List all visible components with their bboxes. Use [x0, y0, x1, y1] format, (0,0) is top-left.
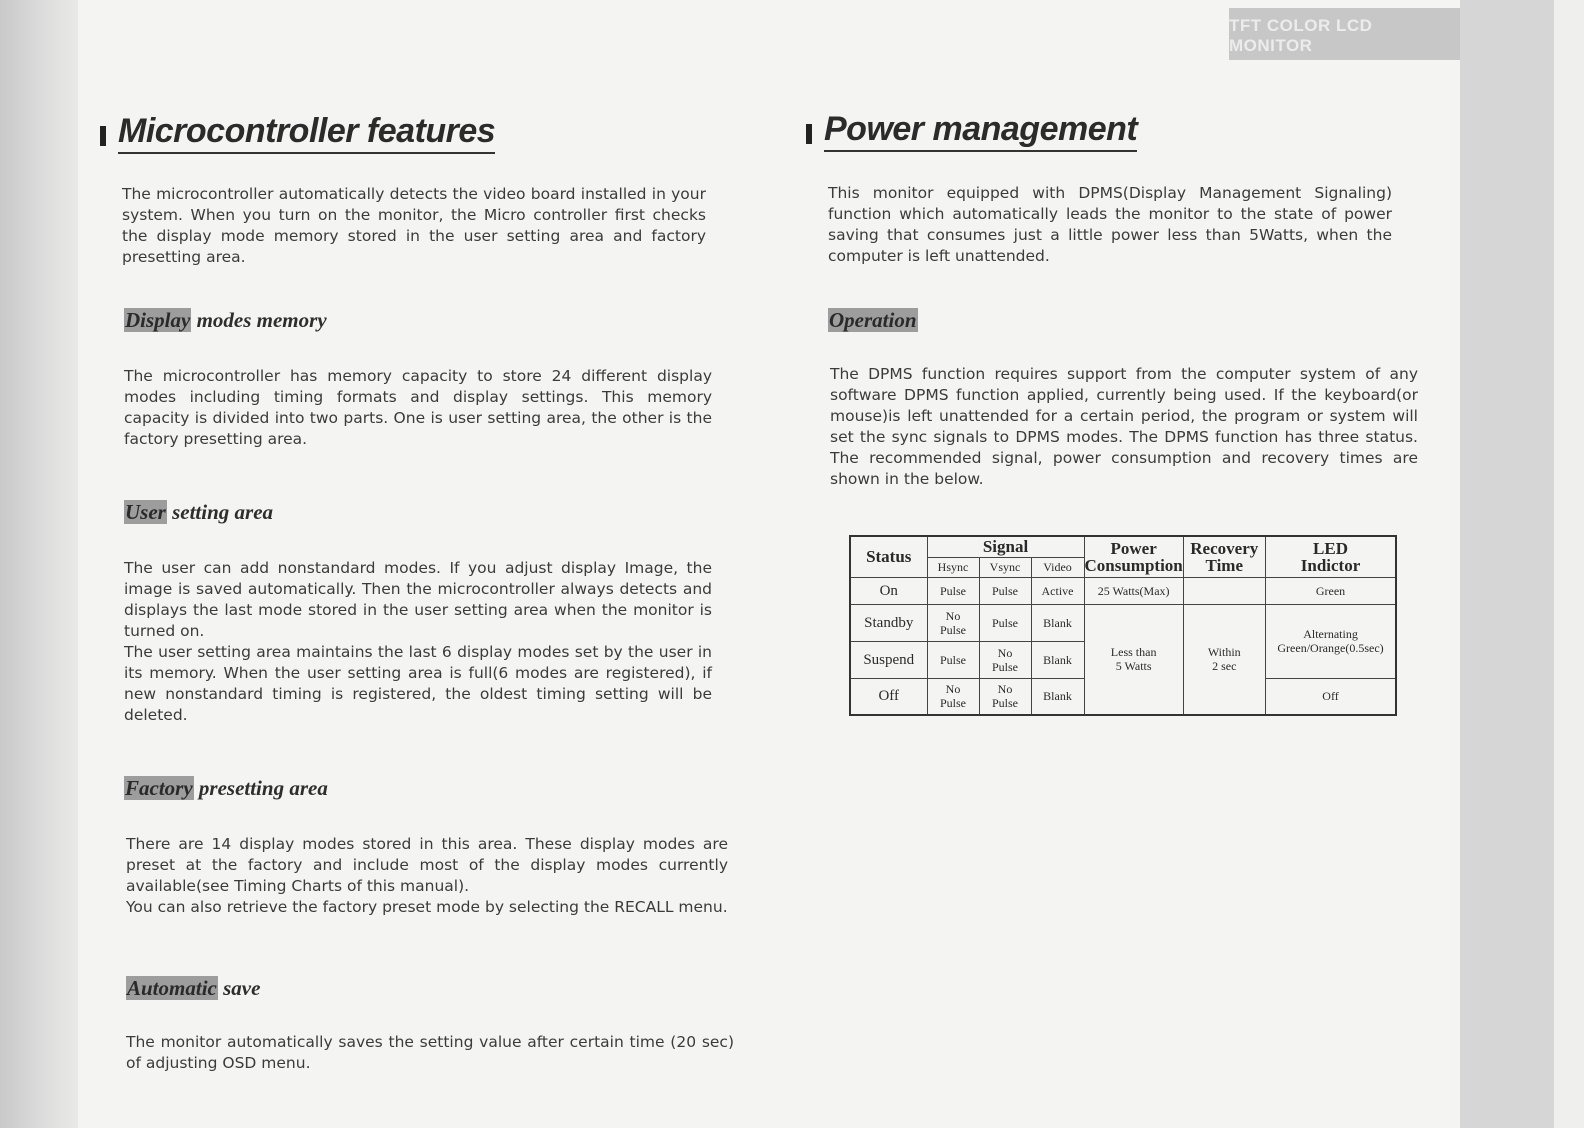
header-led-line1: LED — [1313, 538, 1348, 558]
row-off-vsync — [979, 678, 1031, 715]
page-edge-right-outer — [1554, 0, 1584, 1128]
power-saving-cell — [1084, 604, 1183, 715]
header-signal: Signal — [927, 536, 1084, 557]
header-recovery-line1: Recovery — [1190, 538, 1259, 558]
row-suspend-vsync-line1: No — [997, 645, 1013, 660]
recovery-cell — [1183, 604, 1265, 715]
right-intro: This monitor equipped with DPMS(Display Management Signaling) function which automatically leads the monitor to the state of power saving that consumes just a little power less than 5Watts, when the computer is left unattended. — [828, 184, 1392, 265]
row-suspend-vsync — [979, 641, 1031, 678]
operation-heading-hl: Operation — [829, 308, 917, 332]
page-edge-left — [0, 0, 78, 1128]
row-standby-hsync — [927, 604, 979, 641]
recovery-line1: Within — [1207, 645, 1241, 660]
recovery-line2: 2 sec — [1212, 659, 1237, 674]
factory-heading-hl: Factory — [125, 776, 193, 800]
left-intro: The microcontroller automatically detects the video board installed in your system. When you turn on the monitor, the Micro controller first checks the display mode memory stored in the user setting area and factory presetting area. — [122, 185, 706, 266]
header-tab-label: TFT COLOR LCD MONITOR — [1229, 16, 1373, 55]
autosave-body: The monitor automatically saves the setting value after certain time (20 sec) of adjusting OSD menu. — [126, 1033, 734, 1072]
row-standby-video: Blank — [1031, 604, 1084, 641]
row-off-hsync-line2: Pulse — [939, 696, 966, 711]
row-off-vsync-line2: Pulse — [991, 696, 1018, 711]
row-suspend-video: Blank — [1031, 641, 1084, 678]
display-modes-heading-hl: Display — [125, 308, 191, 332]
row-on-vsync: Pulse — [979, 577, 1031, 604]
dpms-table — [849, 535, 1397, 716]
display-modes-heading-rest: modes memory — [191, 308, 327, 332]
table-row — [850, 604, 1396, 641]
led-standby-line1: Alternating — [1303, 627, 1358, 641]
led-off-cell: Off — [1265, 678, 1396, 715]
left-section-title-text: Microcontroller features — [118, 112, 495, 154]
power-saving-line1: Less than — [1110, 645, 1157, 660]
header-vsync: Vsync — [979, 557, 1031, 577]
row-off-hsync-line1: No — [945, 682, 961, 697]
factory-heading — [124, 776, 328, 801]
user-setting-heading-hl: User — [125, 500, 166, 524]
autosave-heading — [126, 976, 260, 1001]
user-setting-body-2: The user setting area maintains the last 6 display modes set by the user in its memory. When the user setting area is full(6 modes are registered), if new nonstandard timing is registered, the oldest timing setting will be deleted. — [124, 643, 712, 724]
led-standby-cell — [1265, 604, 1396, 678]
row-standby-status: Standby — [850, 604, 927, 641]
display-modes-body: The microcontroller has memory capacity to store 24 different display modes including timing formats and display settings. This memory capacity is divided into two parts. One is user setting area, the other is the factory presetting area. — [124, 367, 712, 448]
row-standby-hsync-line1: No — [945, 608, 961, 623]
title-bar-marker — [806, 124, 812, 144]
user-setting-heading-rest: setting area — [166, 500, 274, 524]
row-on-power: 25 Watts(Max) — [1084, 577, 1183, 604]
row-off-status: Off — [850, 678, 927, 715]
header-power-line1: Power — [1110, 538, 1157, 558]
row-standby-vsync: Pulse — [979, 604, 1031, 641]
header-recovery — [1183, 536, 1265, 577]
right-section-title-text: Power management — [824, 110, 1137, 152]
header-status: Status — [850, 536, 927, 577]
row-on-recovery — [1183, 577, 1265, 604]
row-on-video: Active — [1031, 577, 1084, 604]
user-setting-body-1: The user can add nonstandard modes. If you adjust display Image, the image is saved automatically. Then the microcontroller always detects and displays the last mode stored in the user setting area when the monitor is turned on. — [124, 559, 712, 640]
row-suspend-status: Suspend — [850, 641, 927, 678]
header-recovery-line2: Time — [1205, 555, 1243, 575]
page-edge-right — [1460, 0, 1554, 1128]
operation-heading — [828, 308, 918, 333]
led-standby-line2: Green/Orange(0.5sec) — [1277, 641, 1384, 655]
row-off-vsync-line1: No — [997, 682, 1013, 697]
row-on-hsync: Pulse — [927, 577, 979, 604]
right-section-title — [806, 110, 1137, 149]
autosave-heading-rest: save — [217, 976, 261, 1000]
operation-body: The DPMS function requires support from the computer system of any software DPMS function applied, currently being used. If the keyboard(or mouse)is left unattended for a certain period, the program or system will set the sync signals to DPMS modes. The DPMS function has three status. The recommended signal, power consumption and recovery times are shown in the below. — [830, 365, 1418, 488]
autosave-heading-hl: Automatic — [127, 976, 217, 1000]
row-off-video: Blank — [1031, 678, 1084, 715]
power-saving-line2: 5 Watts — [1115, 659, 1152, 674]
factory-body-2: You can also retrieve the factory preset mode by selecting the RECALL menu. — [126, 898, 728, 916]
display-modes-heading — [124, 308, 327, 333]
header-led-line2: Indictor — [1300, 555, 1361, 575]
header-tab — [1229, 8, 1460, 60]
table-header-row — [850, 536, 1396, 557]
title-bar-marker — [100, 126, 106, 146]
row-suspend-hsync: Pulse — [927, 641, 979, 678]
header-hsync: Hsync — [927, 557, 979, 577]
row-standby-hsync-line2: Pulse — [939, 622, 966, 637]
factory-heading-rest: presetting area — [193, 776, 328, 800]
row-off-hsync — [927, 678, 979, 715]
header-power-line2: Consumption — [1084, 555, 1183, 575]
header-led — [1265, 536, 1396, 577]
row-on-led: Green — [1265, 577, 1396, 604]
header-video: Video — [1031, 557, 1084, 577]
table-row — [850, 577, 1396, 604]
header-power — [1084, 536, 1183, 577]
row-suspend-vsync-line2: Pulse — [991, 659, 1018, 674]
row-on-status: On — [850, 577, 927, 604]
factory-body-1: There are 14 display modes stored in this area. These display modes are preset at the factory and include most of the display modes currently available(see Timing Charts of this manual). — [126, 835, 728, 895]
left-section-title — [100, 112, 495, 151]
user-setting-heading — [124, 500, 273, 525]
